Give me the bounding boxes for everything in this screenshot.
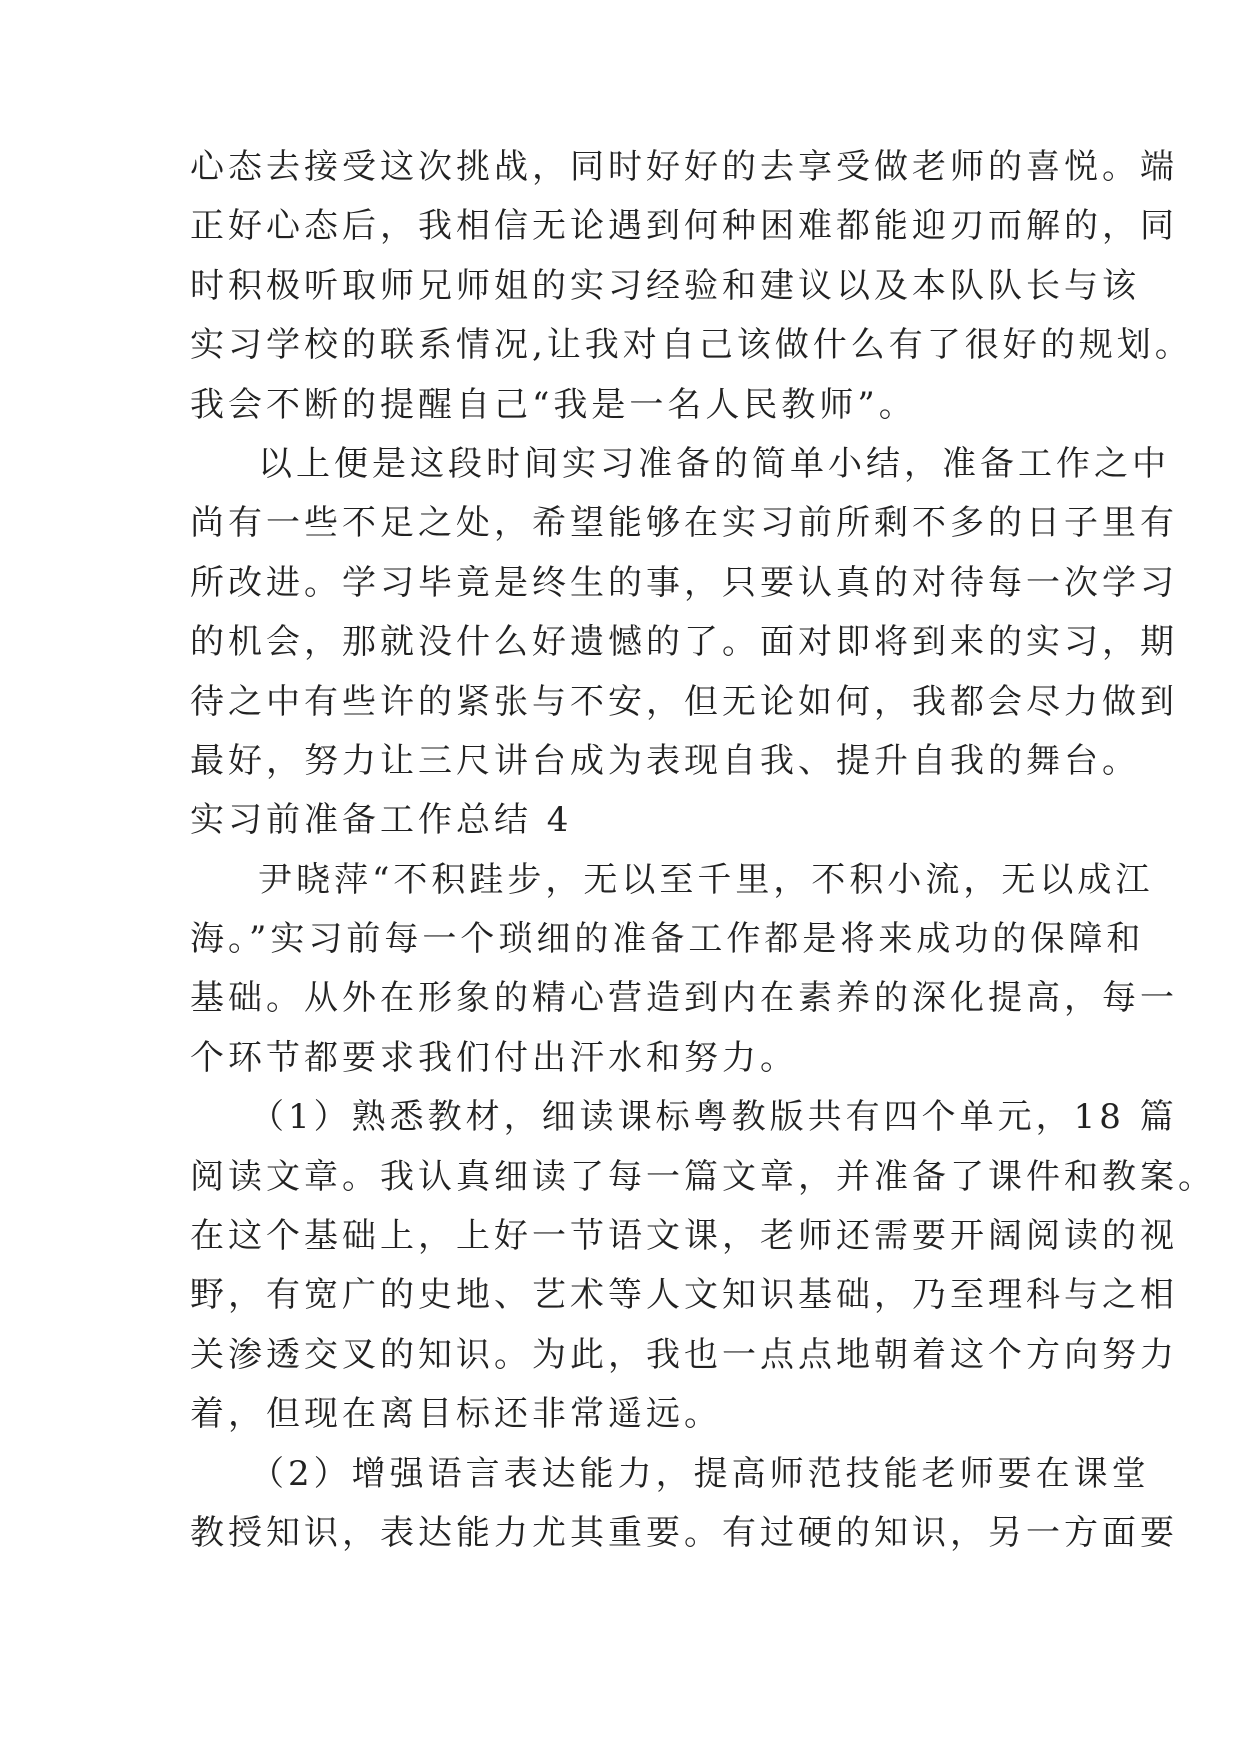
paragraph-line: 野，有宽广的史地、艺术等人文知识基础，乃至理科与之相 <box>190 1275 1178 1316</box>
paragraph-line: 我会不断的提醒自己“我是一名人民教师”。 <box>190 384 917 425</box>
paragraph-line: 教授知识，表达能力尤其重要。有过硬的知识，另一方面要 <box>190 1512 1178 1553</box>
section-heading: 实习前准备工作总结 4 <box>190 800 573 841</box>
paragraph-line: 最好，努力让三尺讲台成为表现自我、提升自我的舞台。 <box>190 740 1140 781</box>
paragraph-line: 待之中有些许的紧张与不安，但无论如何，我都会尽力做到 <box>190 681 1178 722</box>
paragraph-line: 以上便是这段时间实习准备的简单小结，准备工作之中 <box>258 443 1170 484</box>
paragraph-line: 时积极听取师兄师姐的实习经验和建议以及本队队长与该 <box>190 265 1140 306</box>
paragraph-line: 尚有一些不足之处，希望能够在实习前所剩不多的日子里有 <box>190 503 1178 544</box>
paragraph-line: 所改进。学习毕竟是终生的事，只要认真的对待每一次学习 <box>190 562 1178 603</box>
document-body <box>190 138 1216 1563</box>
paragraph-line: 的机会，那就没什么好遗憾的了。面对即将到来的实习，期 <box>190 622 1178 663</box>
paragraph-line: 海。”实习前每一个琐细的准备工作都是将来成功的保障和 <box>190 919 1145 960</box>
paragraph-line: 在这个基础上，上好一节语文课，老师还需要开阔阅读的视 <box>190 1216 1178 1257</box>
paragraph-line: 尹晓萍“不积跬步，无以至千里，不积小流，无以成江 <box>258 859 1154 900</box>
paragraph-line: 关渗透交叉的知识。为此，我也一点点地朝着这个方向努力 <box>190 1334 1178 1375</box>
paragraph-line: 实习学校的联系情况,让我对自己该做什么有了很好的规划。 <box>190 325 1193 366</box>
paragraph-line: 心态去接受这次挑战，同时好好的去享受做老师的喜悦。端 <box>190 147 1178 187</box>
paragraph-line: 阅读文章。我认真细读了每一篇文章，并准备了课件和教案。 <box>190 1156 1216 1197</box>
paragraph-line: （1）熟悉教材，细读课标粤教版共有四个单元，18 篇 <box>250 1097 1178 1138</box>
paragraph-line: 着，但现在离目标还非常遥远。 <box>190 1394 722 1435</box>
paragraph-line: 个环节都要求我们付出汗水和努力。 <box>190 1037 798 1078</box>
paragraph-line: （2）增强语言表达能力，提高师范技能老师要在课堂 <box>250 1453 1150 1494</box>
paragraph-line: 正好心态后，我相信无论遇到何种困难都能迎刃而解的，同 <box>190 206 1178 247</box>
paragraph-line: 基础。从外在形象的精心营造到内在素养的深化提高，每一 <box>190 978 1178 1019</box>
